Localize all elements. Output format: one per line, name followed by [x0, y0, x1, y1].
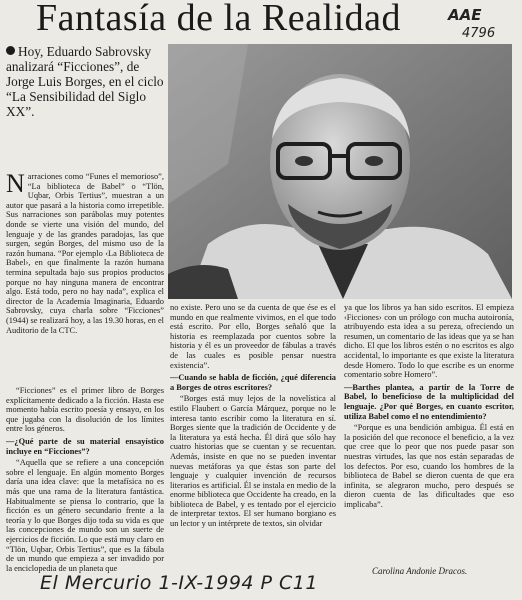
headline: Fantasía de la Realidad [36, 0, 401, 39]
handwritten-archive-code: AAE [448, 6, 482, 24]
paragraph: ya que los libros ya han sido escritos. El empieza ‹Ficciones› con un prólogo con mucha autoironía, atribuyendo esta idea a su pereza, ofreciendo un resumen, un comentario de las ideas que ya se han dicho. El que los libros estén o no escritos es algo accidental, lo importante es que existe la literatura desde Homero. Todo lo que escribe es un enorme comentario sobre Homero”. [344, 303, 514, 380]
interview-question: —Barthes plantea, a partir de la Torre de Babel, lo beneficioso de la multiplicidad del lenguaje. ¿Por qué Borges, en cuanto escritor, utiliza Babel como el no entendimiento? [344, 382, 514, 421]
handwritten-archive-number: 4796 [462, 26, 496, 41]
column-3 [344, 303, 514, 510]
paragraph: “Ficciones” es el primer libro de Borges explícitamente dedicado a la ficción. Hasta ese momento había escrito poesía y ensayo, en los que jugaba con la disolución de los límites entre los géneros. [6, 386, 164, 434]
column-1-continued [6, 386, 164, 574]
lead-summary [6, 44, 164, 119]
interview-question: —¿Qué parte de su material ensayístico incluye en “Ficciones”? [6, 436, 164, 456]
paragraph: no existe. Pero uno se da cuenta de que ése es el mundo en que realmente vivimos, en el que todo está escrito. Por ello, Borges señaló que la historia es reemplazada por cuentos sobre la historia y él es un proveedor de fábulas a través de las cuales es posible pensar nuestra existencia”. [170, 303, 336, 370]
author-signature: Carolina Andonie Dracos. [372, 566, 468, 576]
lead-text: Hoy, Eduardo Sabrovsky analizará “Ficciones”, de Jorge Luis Borges, en el ciclo “La Sensibilidad del Siglo XX”. [6, 44, 164, 119]
portrait-photo [168, 44, 512, 299]
paragraph: “Aquella que se refiere a una concepción sobre el lenguaje. En algún momento Borges daría una idea clave: que la metafísica no es más que una rama de la literatura fantástica. Habitualmente se piensa lo contrario, que la ficción es un género secundario frente a la teoría y lo que Borges dijo toda su vida es que las concepciones de mundo son un suerte de ejercicios de ficción. Lo que está muy claro en “Tlön, Uqbar, Orbis Tertius”, que es la fábula de un mundo que empieza a ser invadido por la enciclopedia de un planeta que [6, 458, 164, 573]
handwritten-source-note: El Mercurio 1-IX-1994 P C11 [40, 572, 318, 594]
bullet-icon [6, 46, 15, 55]
paragraph: “Borges está muy lejos de la novelística al estilo Flaubert o García Márquez, porque no le interesa tanto escribir como la literatura en sí. Borges siente que la tradición de Occidente y de la literatura ya está hecha. Él dirá que sólo hay cuatro historias que se cuentan y se recuentan. Además, insiste en que no se pueden inventar nuevas metáforas ya que éstas son parte del lenguaje y cualquier invención de recursos literarios es artificial. Él se instala en medio de la enorme biblioteca que Occidente ha creado, en la biblioteca de Babel, y es tentado por el ejercicio de interpretar textos. El ser humano borgiano es un lector y un intérprete de textos, sin olvidar [170, 394, 336, 529]
column-2 [170, 303, 336, 530]
paragraph: “Porque es una bendición ambigua. Él está en la posición del que reconoce el beneficio, a la vez que cree que lo peor que nos puede pasar son nuestras virtudes, las que nos están separadas de los defectos. Por eso, cuando los hombres de la biblioteca de Babel se dieron cuenta de que era infinita, se alegraron mucho, pero después se dieron cuenta de las dificultades que eso implicaba”. [344, 423, 514, 509]
column-1-intro [6, 169, 164, 336]
interview-question: —Cuando se habla de ficción, ¿qué diferencia a Borges de otros escritores? [170, 373, 336, 392]
drop-cap: N [6, 169, 25, 198]
portrait-photo-image [168, 44, 512, 299]
intro-paragraph: Narraciones como “Funes el memorioso”, “La biblioteca de Babel” o “Tlön, Uqbar, Orbis Tertius”, muestran a un autor que pasará a la historia como irrepetible. Sus narraciones son parábolas muy potentes donde se vierte una visión del mundo, del lenguaje y de las grandes paradojas, las que surgen, según Borges, del mismo uso de la razón humana. “Por ejemplo ‹La Biblioteca de Babel›, en que finalmente la razón humana termina sepultada bajo sus propios productos porque no hay ninguna manera de encontrar algo. Está todo, pero no hay nada”, explica el director de la Academia Imaginaria, Eduardo Sabrovsky, cuya charla sobre “Ficciones” (1944) se realizará hoy, a las 19.30 horas, en el Auditorio de la CTC. [6, 169, 164, 335]
